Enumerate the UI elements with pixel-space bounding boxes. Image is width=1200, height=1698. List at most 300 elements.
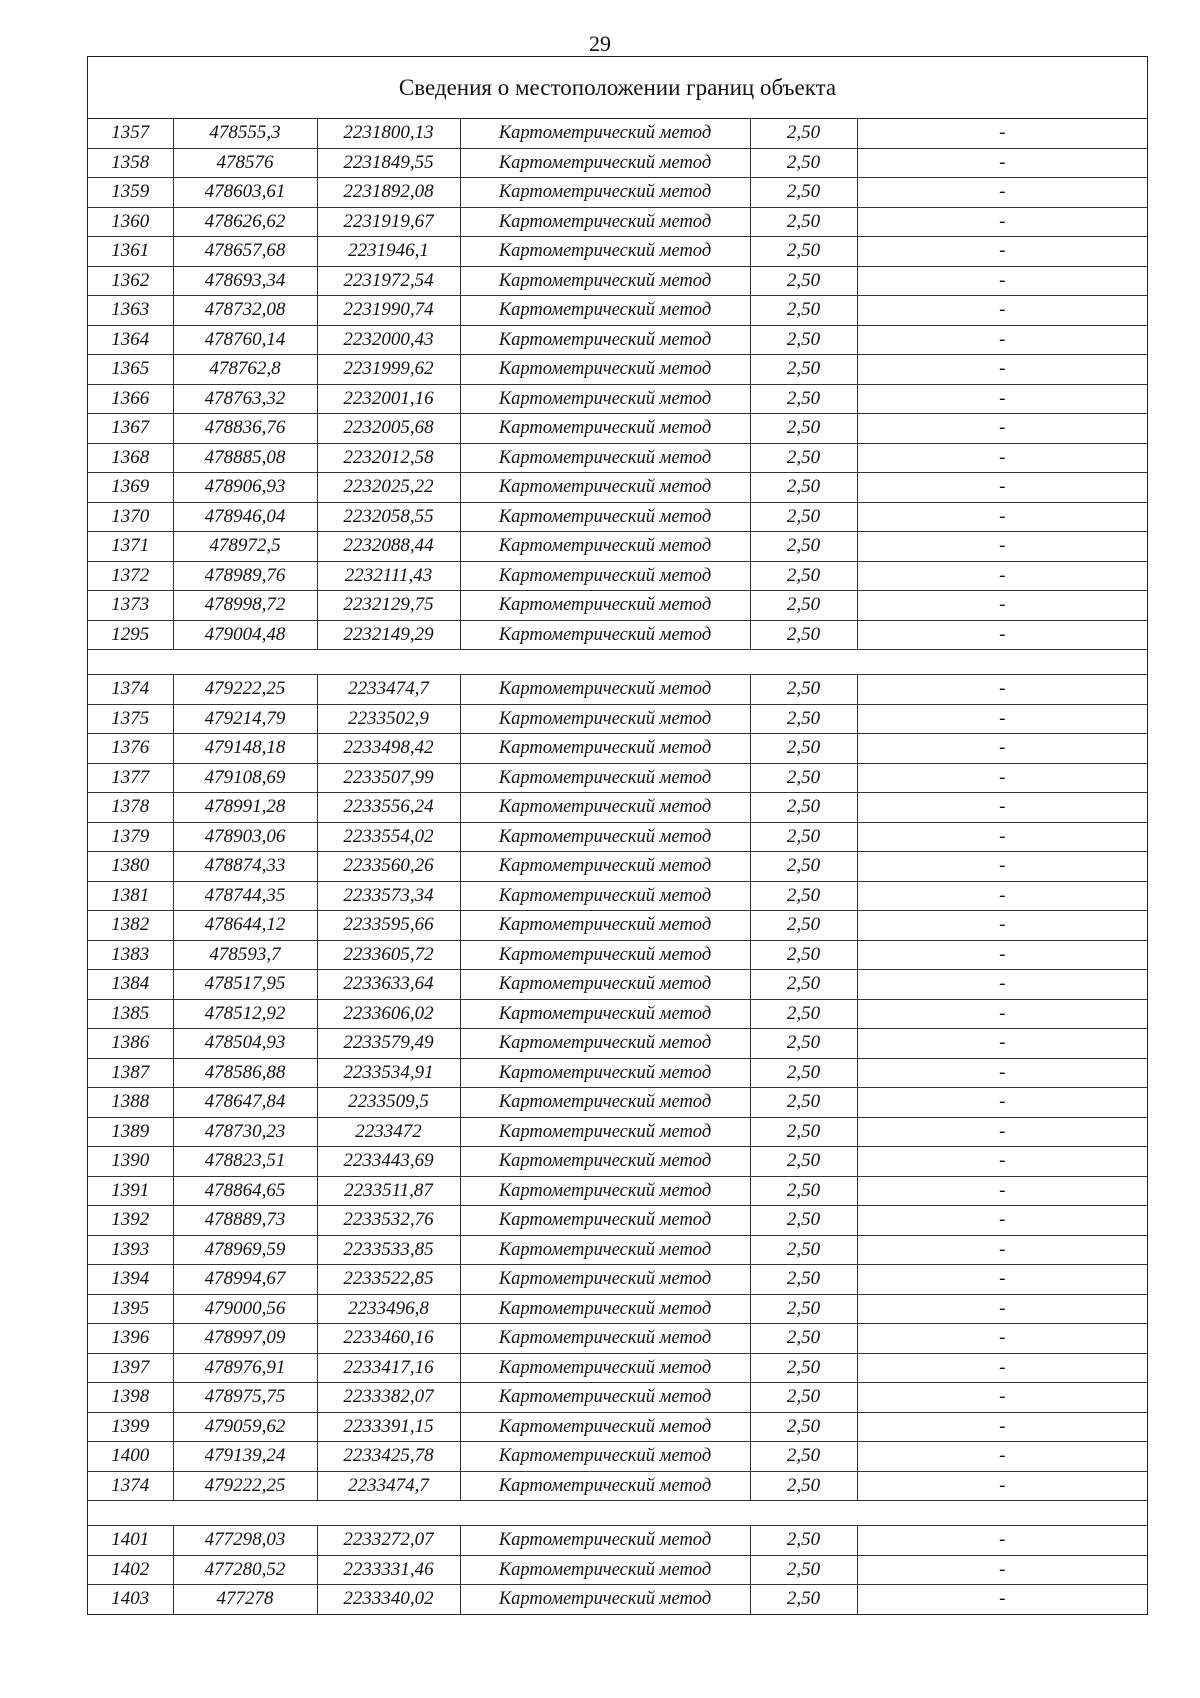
- description-cell: -: [857, 325, 1147, 355]
- description-cell: -: [857, 1324, 1147, 1354]
- y-coordinate-cell: 2233534,91: [317, 1058, 460, 1088]
- description-cell: -: [857, 561, 1147, 591]
- description-cell: -: [857, 734, 1147, 764]
- table-row: [88, 237, 1147, 267]
- table-row: [88, 414, 1147, 444]
- point-number-cell: 1372: [88, 561, 173, 591]
- x-coordinate-cell: 479108,69: [173, 763, 317, 793]
- y-coordinate-cell: 2231999,62: [317, 355, 460, 385]
- x-coordinate-cell: 478969,59: [173, 1235, 317, 1265]
- accuracy-cell: 2,50: [750, 1117, 857, 1147]
- x-coordinate-cell: 478763,32: [173, 384, 317, 414]
- method-cell: Картометрический метод: [460, 591, 750, 621]
- point-number-cell: 1362: [88, 266, 173, 296]
- y-coordinate-cell: 2233507,99: [317, 763, 460, 793]
- method-cell: Картометрический метод: [460, 1088, 750, 1118]
- description-cell: -: [857, 1412, 1147, 1442]
- table-row: [88, 1442, 1147, 1472]
- description-cell: -: [857, 1176, 1147, 1206]
- accuracy-cell: 2,50: [750, 911, 857, 941]
- x-coordinate-cell: 478730,23: [173, 1117, 317, 1147]
- point-number-cell: 1361: [88, 237, 173, 267]
- y-coordinate-cell: 2232088,44: [317, 532, 460, 562]
- accuracy-cell: 2,50: [750, 296, 857, 326]
- x-coordinate-cell: 478997,09: [173, 1324, 317, 1354]
- point-number-cell: 1384: [88, 970, 173, 1000]
- method-cell: Картометрический метод: [460, 1324, 750, 1354]
- table-row: [88, 999, 1147, 1029]
- table-row: [88, 1206, 1147, 1236]
- description-cell: -: [857, 473, 1147, 503]
- y-coordinate-cell: 2233443,69: [317, 1147, 460, 1177]
- y-coordinate-cell: 2233511,87: [317, 1176, 460, 1206]
- point-number-cell: 1388: [88, 1088, 173, 1118]
- x-coordinate-cell: 479222,25: [173, 675, 317, 705]
- accuracy-cell: 2,50: [750, 1412, 857, 1442]
- point-number-cell: 1402: [88, 1555, 173, 1585]
- table-row: [88, 443, 1147, 473]
- table-row: [88, 178, 1147, 208]
- description-cell: -: [857, 296, 1147, 326]
- point-number-cell: 1366: [88, 384, 173, 414]
- point-number-cell: 1386: [88, 1029, 173, 1059]
- accuracy-cell: 2,50: [750, 1442, 857, 1472]
- method-cell: Картометрический метод: [460, 1176, 750, 1206]
- description-cell: -: [857, 620, 1147, 650]
- x-coordinate-cell: 478644,12: [173, 911, 317, 941]
- point-number-cell: 1385: [88, 999, 173, 1029]
- point-number-cell: 1392: [88, 1206, 173, 1236]
- point-number-cell: 1363: [88, 296, 173, 326]
- accuracy-cell: 2,50: [750, 1058, 857, 1088]
- x-coordinate-cell: 478647,84: [173, 1088, 317, 1118]
- y-coordinate-cell: 2233605,72: [317, 940, 460, 970]
- group-separator-row: [88, 1501, 1147, 1526]
- group-separator-row: [88, 650, 1147, 675]
- x-coordinate-cell: 478903,06: [173, 822, 317, 852]
- table-row: [88, 1471, 1147, 1501]
- x-coordinate-cell: 479000,56: [173, 1294, 317, 1324]
- point-number-cell: 1394: [88, 1265, 173, 1295]
- y-coordinate-cell: 2233573,34: [317, 881, 460, 911]
- description-cell: -: [857, 1058, 1147, 1088]
- method-cell: Картометрический метод: [460, 1117, 750, 1147]
- description-cell: -: [857, 119, 1147, 148]
- table-row: [88, 1294, 1147, 1324]
- point-number-cell: 1398: [88, 1383, 173, 1413]
- table-row: [88, 852, 1147, 882]
- method-cell: Картометрический метод: [460, 734, 750, 764]
- table-row: [88, 793, 1147, 823]
- accuracy-cell: 2,50: [750, 1471, 857, 1501]
- accuracy-cell: 2,50: [750, 970, 857, 1000]
- y-coordinate-cell: 2232129,75: [317, 591, 460, 621]
- table-row: [88, 384, 1147, 414]
- table-row: [88, 881, 1147, 911]
- x-coordinate-cell: 478555,3: [173, 119, 317, 148]
- point-number-cell: 1295: [88, 620, 173, 650]
- y-coordinate-cell: 2233474,7: [317, 675, 460, 705]
- point-number-cell: 1403: [88, 1585, 173, 1614]
- method-cell: Картометрический метод: [460, 207, 750, 237]
- y-coordinate-cell: 2232005,68: [317, 414, 460, 444]
- table-row: [88, 1324, 1147, 1354]
- x-coordinate-cell: 477280,52: [173, 1555, 317, 1585]
- x-coordinate-cell: 479059,62: [173, 1412, 317, 1442]
- x-coordinate-cell: 478864,65: [173, 1176, 317, 1206]
- x-coordinate-cell: 479222,25: [173, 1471, 317, 1501]
- point-number-cell: 1379: [88, 822, 173, 852]
- description-cell: -: [857, 237, 1147, 267]
- point-number-cell: 1382: [88, 911, 173, 941]
- table-row: [88, 1147, 1147, 1177]
- table-row: [88, 1526, 1147, 1556]
- accuracy-cell: 2,50: [750, 1147, 857, 1177]
- x-coordinate-cell: 478946,04: [173, 502, 317, 532]
- description-cell: -: [857, 384, 1147, 414]
- point-number-cell: 1369: [88, 473, 173, 503]
- y-coordinate-cell: 2231972,54: [317, 266, 460, 296]
- y-coordinate-cell: 2233633,64: [317, 970, 460, 1000]
- method-cell: Картометрический метод: [460, 237, 750, 267]
- x-coordinate-cell: 478885,08: [173, 443, 317, 473]
- coordinates-table: [88, 119, 1147, 1614]
- point-number-cell: 1359: [88, 178, 173, 208]
- table-row: [88, 502, 1147, 532]
- method-cell: Картометрический метод: [460, 1235, 750, 1265]
- description-cell: -: [857, 1353, 1147, 1383]
- method-cell: Картометрический метод: [460, 355, 750, 385]
- accuracy-cell: 2,50: [750, 325, 857, 355]
- accuracy-cell: 2,50: [750, 148, 857, 178]
- point-number-cell: 1395: [88, 1294, 173, 1324]
- table-row: [88, 1088, 1147, 1118]
- description-cell: -: [857, 704, 1147, 734]
- description-cell: -: [857, 148, 1147, 178]
- accuracy-cell: 2,50: [750, 532, 857, 562]
- y-coordinate-cell: 2233474,7: [317, 1471, 460, 1501]
- accuracy-cell: 2,50: [750, 1353, 857, 1383]
- point-number-cell: 1381: [88, 881, 173, 911]
- x-coordinate-cell: 478874,33: [173, 852, 317, 882]
- group-separator-cell: [88, 650, 1147, 675]
- method-cell: Картометрический метод: [460, 561, 750, 591]
- description-cell: -: [857, 881, 1147, 911]
- table-row: [88, 148, 1147, 178]
- description-cell: -: [857, 1526, 1147, 1556]
- table-row: [88, 1555, 1147, 1585]
- method-cell: Картометрический метод: [460, 704, 750, 734]
- x-coordinate-cell: 478889,73: [173, 1206, 317, 1236]
- table-row: [88, 1383, 1147, 1413]
- method-cell: Картометрический метод: [460, 1029, 750, 1059]
- x-coordinate-cell: 478760,14: [173, 325, 317, 355]
- accuracy-cell: 2,50: [750, 852, 857, 882]
- description-cell: -: [857, 1147, 1147, 1177]
- method-cell: Картометрический метод: [460, 881, 750, 911]
- table-row: [88, 119, 1147, 148]
- table-row: [88, 532, 1147, 562]
- point-number-cell: 1358: [88, 148, 173, 178]
- description-cell: -: [857, 940, 1147, 970]
- accuracy-cell: 2,50: [750, 734, 857, 764]
- description-cell: -: [857, 1265, 1147, 1295]
- method-cell: Картометрический метод: [460, 178, 750, 208]
- method-cell: Картометрический метод: [460, 1555, 750, 1585]
- method-cell: Картометрический метод: [460, 1585, 750, 1614]
- table-title: Сведения о местоположении границ объекта: [88, 57, 1147, 119]
- description-cell: -: [857, 266, 1147, 296]
- table-row: [88, 561, 1147, 591]
- y-coordinate-cell: 2233532,76: [317, 1206, 460, 1236]
- accuracy-cell: 2,50: [750, 1383, 857, 1413]
- accuracy-cell: 2,50: [750, 414, 857, 444]
- accuracy-cell: 2,50: [750, 473, 857, 503]
- method-cell: Картометрический метод: [460, 852, 750, 882]
- method-cell: Картометрический метод: [460, 414, 750, 444]
- description-cell: -: [857, 591, 1147, 621]
- point-number-cell: 1377: [88, 763, 173, 793]
- method-cell: Картометрический метод: [460, 793, 750, 823]
- accuracy-cell: 2,50: [750, 119, 857, 148]
- accuracy-cell: 2,50: [750, 1324, 857, 1354]
- method-cell: Картометрический метод: [460, 1353, 750, 1383]
- x-coordinate-cell: 478836,76: [173, 414, 317, 444]
- description-cell: -: [857, 793, 1147, 823]
- y-coordinate-cell: 2233340,02: [317, 1585, 460, 1614]
- x-coordinate-cell: 478603,61: [173, 178, 317, 208]
- x-coordinate-cell: 478744,35: [173, 881, 317, 911]
- method-cell: Картометрический метод: [460, 384, 750, 414]
- y-coordinate-cell: 2232025,22: [317, 473, 460, 503]
- table-row: [88, 1265, 1147, 1295]
- method-cell: Картометрический метод: [460, 325, 750, 355]
- y-coordinate-cell: 2233556,24: [317, 793, 460, 823]
- table-row: [88, 1058, 1147, 1088]
- y-coordinate-cell: 2231849,55: [317, 148, 460, 178]
- y-coordinate-cell: 2233425,78: [317, 1442, 460, 1472]
- x-coordinate-cell: 478975,75: [173, 1383, 317, 1413]
- accuracy-cell: 2,50: [750, 1555, 857, 1585]
- table-row: [88, 1585, 1147, 1614]
- method-cell: Картометрический метод: [460, 1147, 750, 1177]
- accuracy-cell: 2,50: [750, 999, 857, 1029]
- y-coordinate-cell: 2232111,43: [317, 561, 460, 591]
- y-coordinate-cell: 2233554,02: [317, 822, 460, 852]
- accuracy-cell: 2,50: [750, 591, 857, 621]
- y-coordinate-cell: 2231946,1: [317, 237, 460, 267]
- table-row: [88, 325, 1147, 355]
- method-cell: Картометрический метод: [460, 1294, 750, 1324]
- y-coordinate-cell: 2233496,8: [317, 1294, 460, 1324]
- accuracy-cell: 2,50: [750, 1088, 857, 1118]
- table-row: [88, 1412, 1147, 1442]
- accuracy-cell: 2,50: [750, 1176, 857, 1206]
- point-number-cell: 1401: [88, 1526, 173, 1556]
- description-cell: -: [857, 1555, 1147, 1585]
- description-cell: -: [857, 178, 1147, 208]
- x-coordinate-cell: 478991,28: [173, 793, 317, 823]
- description-cell: -: [857, 502, 1147, 532]
- page-number: 29: [589, 31, 611, 56]
- x-coordinate-cell: 478657,68: [173, 237, 317, 267]
- x-coordinate-cell: 477278: [173, 1585, 317, 1614]
- description-cell: -: [857, 822, 1147, 852]
- y-coordinate-cell: 2232001,16: [317, 384, 460, 414]
- accuracy-cell: 2,50: [750, 1294, 857, 1324]
- description-cell: -: [857, 999, 1147, 1029]
- y-coordinate-cell: 2233272,07: [317, 1526, 460, 1556]
- table-row: [88, 1176, 1147, 1206]
- method-cell: Картометрический метод: [460, 1265, 750, 1295]
- x-coordinate-cell: 478504,93: [173, 1029, 317, 1059]
- description-cell: -: [857, 1206, 1147, 1236]
- table-row: [88, 1029, 1147, 1059]
- y-coordinate-cell: 2232058,55: [317, 502, 460, 532]
- x-coordinate-cell: 479139,24: [173, 1442, 317, 1472]
- y-coordinate-cell: 2232012,58: [317, 443, 460, 473]
- method-cell: Картометрический метод: [460, 296, 750, 326]
- y-coordinate-cell: 2233595,66: [317, 911, 460, 941]
- table-row: [88, 704, 1147, 734]
- point-number-cell: 1370: [88, 502, 173, 532]
- y-coordinate-cell: 2233522,85: [317, 1265, 460, 1295]
- table-row: [88, 763, 1147, 793]
- method-cell: Картометрический метод: [460, 532, 750, 562]
- method-cell: Картометрический метод: [460, 822, 750, 852]
- description-cell: -: [857, 414, 1147, 444]
- point-number-cell: 1360: [88, 207, 173, 237]
- table-row: [88, 473, 1147, 503]
- point-number-cell: 1393: [88, 1235, 173, 1265]
- accuracy-cell: 2,50: [750, 1206, 857, 1236]
- method-cell: Картометрический метод: [460, 1058, 750, 1088]
- x-coordinate-cell: 478994,67: [173, 1265, 317, 1295]
- description-cell: -: [857, 1585, 1147, 1614]
- x-coordinate-cell: 478586,88: [173, 1058, 317, 1088]
- method-cell: Картометрический метод: [460, 443, 750, 473]
- method-cell: Картометрический метод: [460, 266, 750, 296]
- accuracy-cell: 2,50: [750, 1585, 857, 1614]
- method-cell: Картометрический метод: [460, 999, 750, 1029]
- x-coordinate-cell: 479004,48: [173, 620, 317, 650]
- y-coordinate-cell: 2233560,26: [317, 852, 460, 882]
- table-row: [88, 734, 1147, 764]
- table-row: [88, 822, 1147, 852]
- x-coordinate-cell: 478517,95: [173, 970, 317, 1000]
- point-number-cell: 1378: [88, 793, 173, 823]
- description-cell: -: [857, 911, 1147, 941]
- table-row: [88, 970, 1147, 1000]
- x-coordinate-cell: 478732,08: [173, 296, 317, 326]
- description-cell: -: [857, 852, 1147, 882]
- method-cell: Картометрический метод: [460, 1526, 750, 1556]
- accuracy-cell: 2,50: [750, 443, 857, 473]
- accuracy-cell: 2,50: [750, 384, 857, 414]
- point-number-cell: 1376: [88, 734, 173, 764]
- description-cell: -: [857, 1383, 1147, 1413]
- y-coordinate-cell: 2231919,67: [317, 207, 460, 237]
- table-row: [88, 1353, 1147, 1383]
- accuracy-cell: 2,50: [750, 266, 857, 296]
- y-coordinate-cell: 2233498,42: [317, 734, 460, 764]
- point-number-cell: 1396: [88, 1324, 173, 1354]
- accuracy-cell: 2,50: [750, 502, 857, 532]
- x-coordinate-cell: 478998,72: [173, 591, 317, 621]
- point-number-cell: 1380: [88, 852, 173, 882]
- y-coordinate-cell: 2233391,15: [317, 1412, 460, 1442]
- x-coordinate-cell: 479148,18: [173, 734, 317, 764]
- description-cell: -: [857, 532, 1147, 562]
- table-row: [88, 296, 1147, 326]
- point-number-cell: 1374: [88, 1471, 173, 1501]
- x-coordinate-cell: 478823,51: [173, 1147, 317, 1177]
- boundary-table-sheet: [87, 56, 1148, 1615]
- description-cell: -: [857, 1442, 1147, 1472]
- accuracy-cell: 2,50: [750, 178, 857, 208]
- table-row: [88, 1235, 1147, 1265]
- accuracy-cell: 2,50: [750, 561, 857, 591]
- x-coordinate-cell: 478512,92: [173, 999, 317, 1029]
- accuracy-cell: 2,50: [750, 763, 857, 793]
- point-number-cell: 1399: [88, 1412, 173, 1442]
- accuracy-cell: 2,50: [750, 793, 857, 823]
- method-cell: Картометрический метод: [460, 1471, 750, 1501]
- accuracy-cell: 2,50: [750, 1265, 857, 1295]
- x-coordinate-cell: 478976,91: [173, 1353, 317, 1383]
- point-number-cell: 1374: [88, 675, 173, 705]
- description-cell: -: [857, 1117, 1147, 1147]
- method-cell: Картометрический метод: [460, 148, 750, 178]
- point-number-cell: 1371: [88, 532, 173, 562]
- point-number-cell: 1400: [88, 1442, 173, 1472]
- point-number-cell: 1397: [88, 1353, 173, 1383]
- group-separator-cell: [88, 1501, 1147, 1526]
- table-row: [88, 940, 1147, 970]
- method-cell: Картометрический метод: [460, 1442, 750, 1472]
- point-number-cell: 1357: [88, 119, 173, 148]
- y-coordinate-cell: 2231990,74: [317, 296, 460, 326]
- y-coordinate-cell: 2233472: [317, 1117, 460, 1147]
- table-row: [88, 591, 1147, 621]
- method-cell: Картометрический метод: [460, 1206, 750, 1236]
- y-coordinate-cell: 2233382,07: [317, 1383, 460, 1413]
- accuracy-cell: 2,50: [750, 881, 857, 911]
- description-cell: -: [857, 675, 1147, 705]
- y-coordinate-cell: 2233579,49: [317, 1029, 460, 1059]
- table-row: [88, 911, 1147, 941]
- point-number-cell: 1364: [88, 325, 173, 355]
- accuracy-cell: 2,50: [750, 1029, 857, 1059]
- method-cell: Картометрический метод: [460, 620, 750, 650]
- x-coordinate-cell: 478972,5: [173, 532, 317, 562]
- description-cell: -: [857, 355, 1147, 385]
- accuracy-cell: 2,50: [750, 237, 857, 267]
- method-cell: Картометрический метод: [460, 1412, 750, 1442]
- point-number-cell: 1383: [88, 940, 173, 970]
- point-number-cell: 1391: [88, 1176, 173, 1206]
- method-cell: Картометрический метод: [460, 675, 750, 705]
- accuracy-cell: 2,50: [750, 675, 857, 705]
- table-row: [88, 620, 1147, 650]
- description-cell: -: [857, 970, 1147, 1000]
- accuracy-cell: 2,50: [750, 355, 857, 385]
- x-coordinate-cell: 477298,03: [173, 1526, 317, 1556]
- description-cell: -: [857, 207, 1147, 237]
- method-cell: Картометрический метод: [460, 940, 750, 970]
- point-number-cell: 1365: [88, 355, 173, 385]
- accuracy-cell: 2,50: [750, 620, 857, 650]
